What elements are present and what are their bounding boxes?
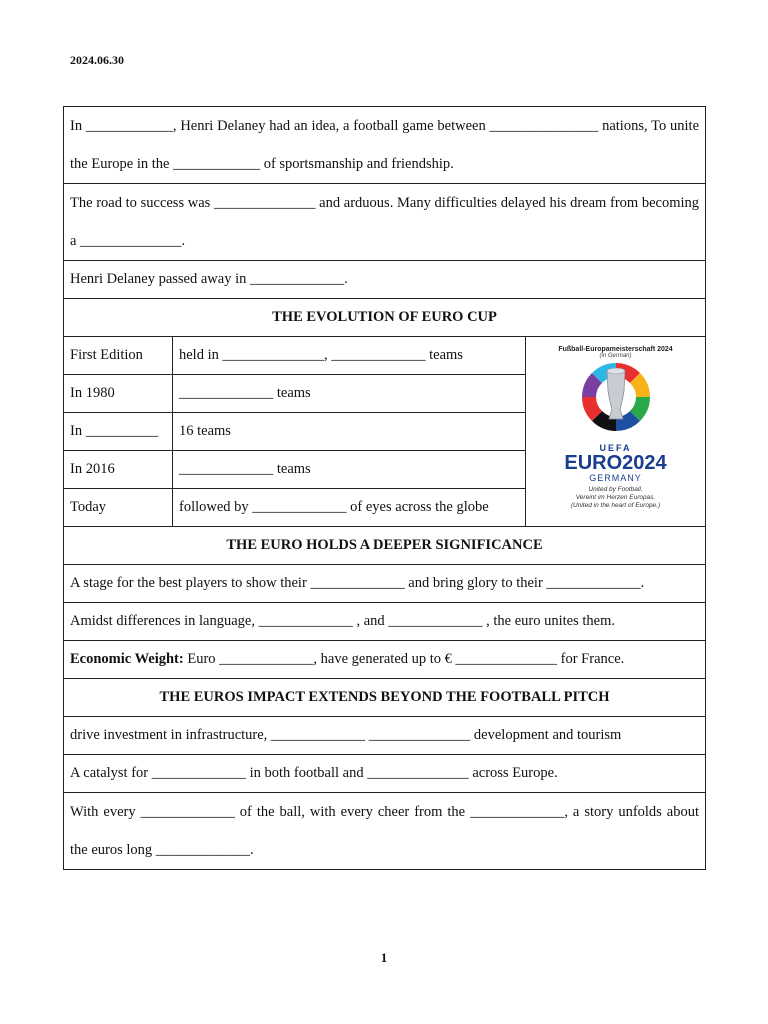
- evolution-heading: THE EVOLUTION OF EURO CUP: [64, 299, 706, 337]
- economic-weight-text: Euro _____________, have generated up to € ______________ for France.: [183, 651, 625, 667]
- logo-uefa-text: UEFA: [599, 442, 632, 453]
- significance-row: Amidst differences in language, _____________ , and _____________ , the euro unites them.: [64, 603, 706, 641]
- impact-row: With every _____________ of the ball, with every cheer from the _____________, a story unfolds about the euros long _____________.: [64, 793, 706, 870]
- impact-heading: THE EUROS IMPACT EXTENDS BEYOND THE FOOTBALL PITCH: [64, 679, 706, 717]
- logo-top-text: Fußball-Europameisterschaft 2024: [558, 345, 673, 353]
- logo-slogan-line: United by Football.: [588, 485, 643, 493]
- evolution-value: _____________ teams: [173, 375, 526, 413]
- logo-slogan-line: Vereint im Herzen Europas.: [575, 493, 656, 501]
- impact-row: A catalyst for _____________ in both football and ______________ across Europe.: [64, 755, 706, 793]
- evolution-label: First Edition: [64, 337, 173, 375]
- significance-row: A stage for the best players to show their _____________ and bring glory to their _____________.: [64, 565, 706, 603]
- evolution-value: _____________ teams: [173, 451, 526, 489]
- page-number: 1: [380, 950, 388, 965]
- logo-euro-text: EURO2024: [564, 451, 667, 474]
- logo-slogan-line: (United in the heart of Europe.): [570, 501, 661, 509]
- evolution-label: In __________: [64, 413, 173, 451]
- evolution-value: 16 teams: [173, 413, 526, 451]
- worksheet-table: [63, 106, 706, 870]
- logo-sub-text: (in German): [599, 352, 632, 359]
- trophy-icon: [580, 359, 652, 437]
- evolution-value: followed by _____________ of eyes across the globe: [173, 489, 526, 527]
- evolution-value: held in ______________, _____________ teams: [173, 337, 526, 375]
- history-idea-row: In ____________, Henri Delaney had an idea, a football game between _______________ nations, To unite the Europe in the ____________ of sportsmanship and friendship.: [64, 107, 706, 184]
- road-to-success-row: The road to success was ______________ and arduous. Many difficulties delayed his dream from becoming a ______________.: [64, 184, 706, 261]
- delaney-death-row: Henri Delaney passed away in _____________.: [64, 261, 706, 299]
- economic-weight-row: [64, 641, 706, 679]
- impact-row: drive investment in infrastructure, _____________ ______________ development and tourism: [64, 717, 706, 755]
- economic-weight-label: Economic Weight:: [70, 651, 184, 667]
- euro-2024-logo: [550, 340, 682, 524]
- evolution-label: Today: [64, 489, 173, 527]
- significance-heading: THE EURO HOLDS A DEEPER SIGNIFICANCE: [64, 527, 706, 565]
- document-date: 2024.06.30: [70, 53, 124, 67]
- evolution-label: In 2016: [64, 451, 173, 489]
- logo-slogan: [550, 486, 682, 510]
- logo-country-text: GERMANY: [589, 472, 642, 483]
- evolution-label: In 1980: [64, 375, 173, 413]
- logo-cell: [526, 337, 706, 527]
